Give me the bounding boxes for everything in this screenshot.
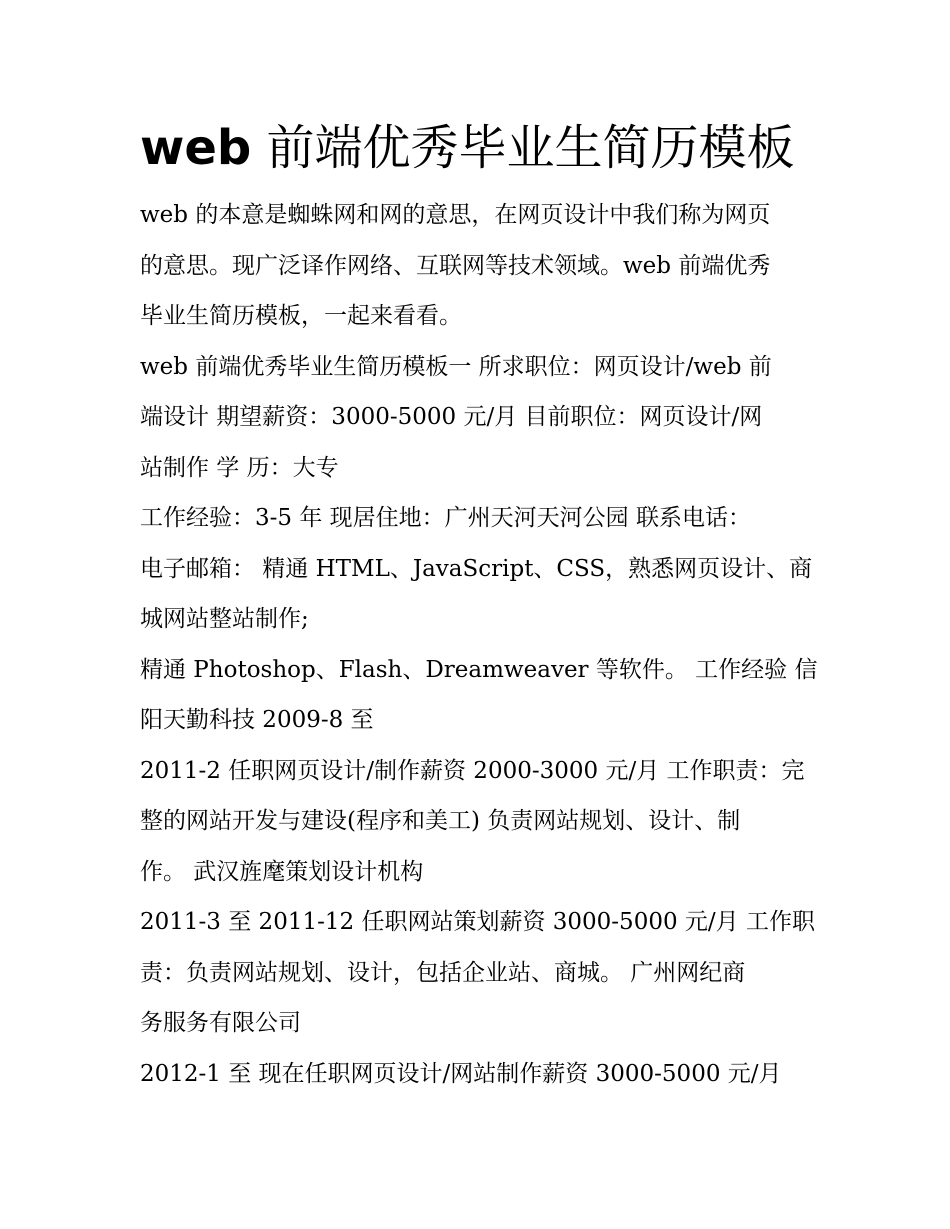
document-page xyxy=(140,112,820,1099)
paragraph-line: 毕业生简历模板，一起来看看。 xyxy=(140,303,462,329)
paragraph-line: 电子邮箱： 精通 HTML、JavaScript、CSS，熟悉网页设计、商 xyxy=(140,555,813,582)
paragraph-line: 城网站整站制作; xyxy=(140,606,309,632)
paragraph-line: 务服务有限公司 xyxy=(140,1010,301,1036)
paragraph-line: 2012-1 至 现在任职网页设计/网站制作薪资 3000-5000 元/月 xyxy=(140,1060,782,1087)
paragraph-line: web 的本意是蜘蛛网和网的意思，在网页设计中我们称为网页 xyxy=(140,202,771,228)
paragraph-personal-info xyxy=(140,493,820,645)
paragraph-line: 精通 Photoshop、Flash、Dreamweaver 等软件。 工作经验 信 xyxy=(140,656,818,683)
document-title-latin: web xyxy=(140,120,252,176)
document-title-text: 前端优秀毕业生简历模板 xyxy=(251,120,795,176)
paragraph-line: 作。 武汉旌麾策划设计机构 xyxy=(140,858,424,885)
paragraph-experience-1 xyxy=(140,746,820,898)
paragraph-line: 阳天勤科技 2009-8 至 xyxy=(140,707,374,733)
paragraph-line: web 前端优秀毕业生简历模板一 所求职位：网页设计/web 前 xyxy=(140,353,772,380)
paragraph-line: 站制作 学 历：大专 xyxy=(140,454,339,481)
document-title xyxy=(140,112,820,184)
paragraph-line: 的意思。现广泛译作网络、互联网等技术领域。web 前端优秀 xyxy=(140,252,771,279)
paragraph-line: 端设计 期望薪资：3000-5000 元/月 目前职位：网页设计/网 xyxy=(140,404,763,430)
paragraph-experience-3 xyxy=(140,1049,820,1100)
paragraph-line: 责：负责网站规划、设计，包括企业站、商城。 广州网纪商 xyxy=(140,959,746,986)
paragraph-line: 2011-2 任职网页设计/制作薪资 2000-3000 元/月 工作职责：完 xyxy=(140,757,805,784)
paragraph-skills xyxy=(140,645,820,746)
paragraph-line: 整的网站开发与建设(程序和美工) 负责网站规划、设计、制 xyxy=(140,808,741,834)
paragraph-intro xyxy=(140,190,820,342)
paragraph-experience-2 xyxy=(140,897,820,1049)
paragraph-job-objective xyxy=(140,342,820,494)
paragraph-line: 工作经验：3-5 年 现居住地：广州天河天河公园 联系电话： xyxy=(140,505,751,531)
paragraph-line: 2011-3 至 2011-12 任职网站策划薪资 3000-5000 元/月 工作职 xyxy=(140,909,815,935)
